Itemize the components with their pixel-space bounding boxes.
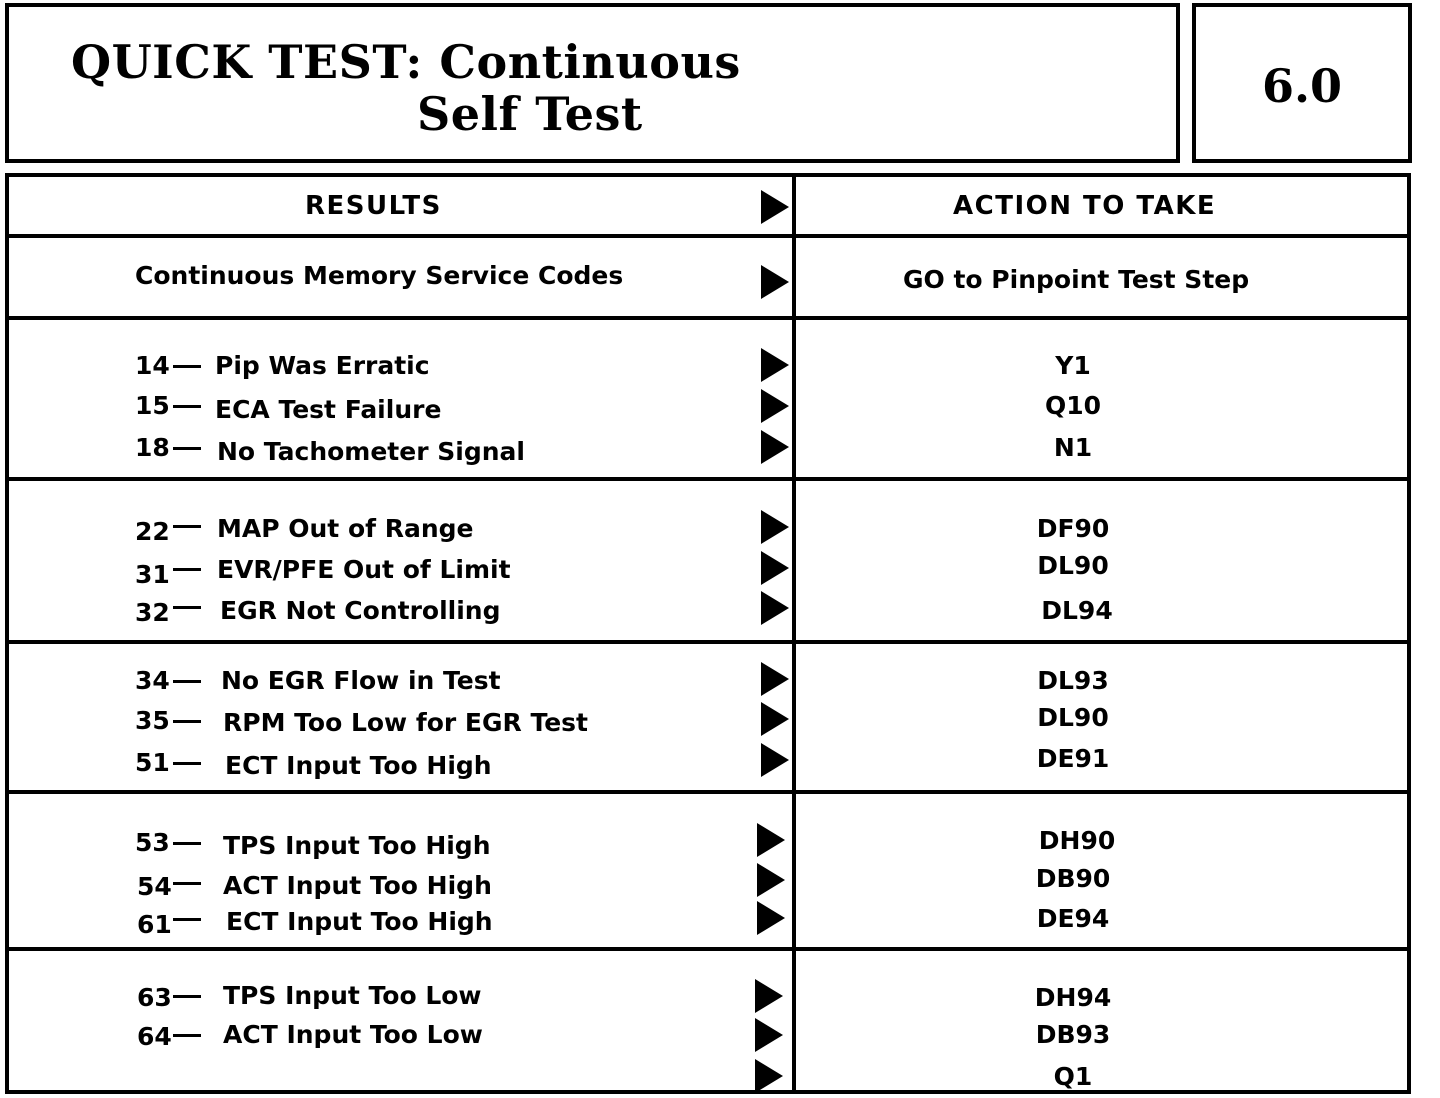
action-step: Q10	[1044, 391, 1102, 420]
arrow-icon	[761, 190, 789, 224]
arrow-icon	[761, 551, 789, 585]
page-title-line-1: QUICK TEST: Continuous	[71, 35, 741, 89]
service-code: 51	[135, 748, 170, 777]
dash	[173, 762, 201, 765]
action-step: DE91	[1036, 744, 1110, 773]
service-code: 34	[135, 666, 170, 695]
results-table	[5, 173, 1411, 1094]
arrow-icon	[755, 1059, 783, 1093]
dash	[173, 842, 201, 845]
arrow-icon	[755, 1018, 783, 1052]
dash	[173, 720, 201, 723]
arrow-icon	[761, 348, 789, 382]
code-description: RPM Too Low for EGR Test	[223, 708, 589, 737]
action-step: Y1	[1055, 351, 1091, 380]
action-step: DB93	[1035, 1020, 1111, 1049]
section-number: 6.0	[1261, 59, 1343, 113]
arrow-icon	[761, 702, 789, 736]
code-description: ACT Input Too High	[223, 871, 492, 900]
dash	[173, 680, 201, 683]
service-code: 31	[135, 560, 170, 589]
service-code: 35	[135, 706, 170, 735]
action-step: DL93	[1037, 666, 1109, 695]
arrow-icon	[761, 265, 789, 299]
service-code: 32	[135, 598, 170, 627]
arrow-icon	[755, 979, 783, 1013]
dash	[173, 606, 201, 609]
action-step: DE94	[1036, 904, 1110, 933]
dash	[173, 447, 201, 450]
intro-result: Continuous Memory Service Codes	[135, 261, 624, 290]
dash	[173, 1034, 201, 1037]
arrow-icon	[761, 591, 789, 625]
service-code: 15	[135, 391, 170, 420]
row-divider	[9, 947, 1407, 951]
arrow-icon	[757, 863, 785, 897]
column-divider	[792, 177, 796, 1090]
dash	[173, 882, 201, 885]
arrow-icon	[761, 743, 789, 777]
page-title-line-2: Self Test	[417, 87, 643, 141]
code-description: ECA Test Failure	[215, 395, 442, 424]
code-description: ECT Input Too High	[226, 907, 493, 936]
code-description: MAP Out of Range	[217, 514, 474, 543]
service-code: 63	[137, 983, 172, 1012]
arrow-icon	[761, 430, 789, 464]
action-step: DL90	[1037, 551, 1109, 580]
arrow-icon	[761, 662, 789, 696]
action-step: N1	[1053, 433, 1093, 462]
code-description: No EGR Flow in Test	[221, 666, 501, 695]
action-step: DH94	[1034, 983, 1112, 1012]
service-code: 14	[135, 351, 170, 380]
column-header-results: RESULTS	[305, 191, 442, 221]
action-step: DL90	[1037, 703, 1109, 732]
code-description: TPS Input Too High	[223, 831, 491, 860]
code-description: Pip Was Erratic	[215, 351, 430, 380]
arrow-icon	[761, 389, 789, 423]
title-box	[5, 3, 1180, 163]
action-step: DF90	[1036, 514, 1110, 543]
row-divider	[9, 477, 1407, 481]
dash	[173, 568, 201, 571]
code-description: ECT Input Too High	[225, 751, 492, 780]
row-divider	[9, 316, 1407, 320]
service-code: 54	[137, 872, 172, 901]
code-description: EVR/PFE Out of Limit	[217, 555, 511, 584]
action-step: Q1	[1053, 1062, 1093, 1091]
dash	[173, 995, 201, 998]
row-divider	[9, 790, 1407, 794]
action-step: DB90	[1035, 864, 1111, 893]
code-description: TPS Input Too Low	[223, 981, 482, 1010]
dash	[173, 405, 201, 408]
arrow-icon	[757, 823, 785, 857]
action-step: DL94	[1041, 596, 1113, 625]
service-code: 22	[135, 517, 170, 546]
section-number-box	[1192, 3, 1412, 163]
code-description: ACT Input Too Low	[223, 1020, 483, 1049]
arrow-icon	[757, 901, 785, 935]
row-divider	[9, 234, 1407, 238]
code-description: EGR Not Controlling	[220, 596, 501, 625]
service-code: 53	[135, 828, 170, 857]
intro-action: GO to Pinpoint Test Step	[903, 265, 1250, 294]
service-code: 18	[135, 433, 170, 462]
service-code: 61	[137, 910, 172, 939]
arrow-icon	[761, 510, 789, 544]
dash	[173, 525, 201, 528]
row-divider	[9, 640, 1407, 644]
service-code: 64	[137, 1022, 172, 1051]
dash	[173, 365, 201, 368]
column-header-action: ACTION TO TAKE	[953, 191, 1217, 221]
dash	[173, 918, 201, 921]
code-description: No Tachometer Signal	[217, 437, 525, 466]
action-step: DH90	[1038, 826, 1116, 855]
